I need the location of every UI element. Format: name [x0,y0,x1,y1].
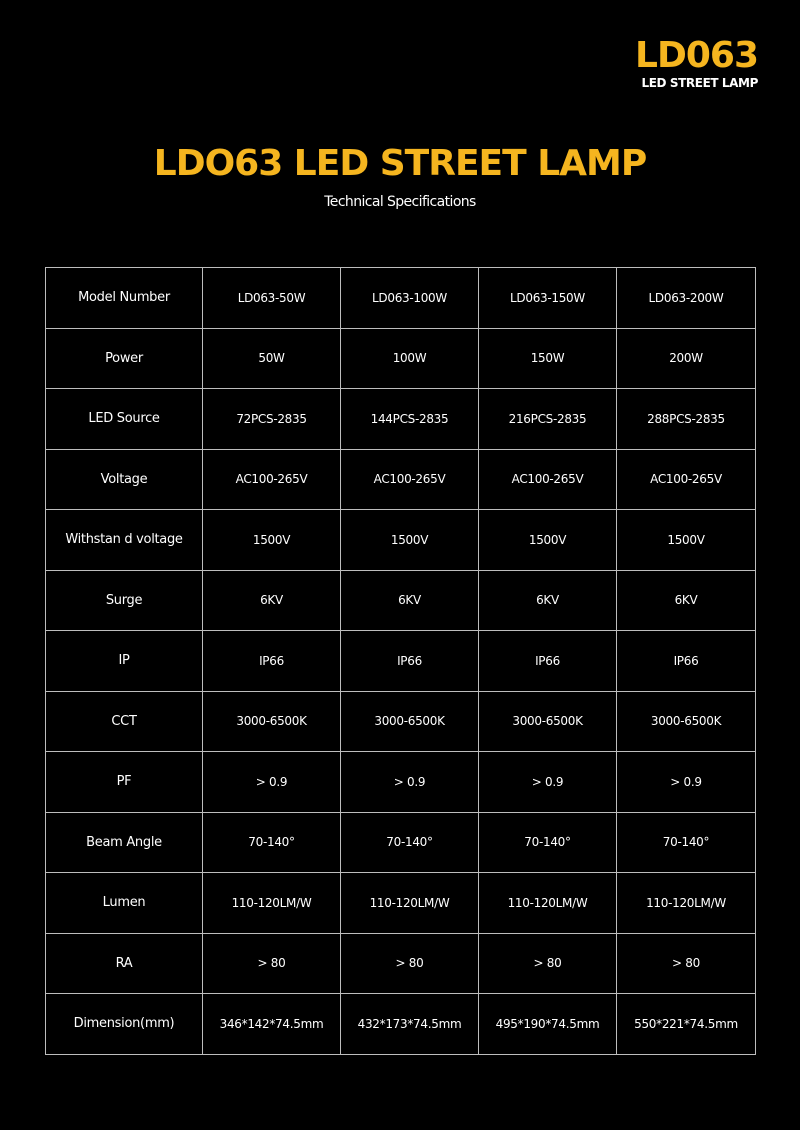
spec-value-cell: AC100-265V [479,449,617,510]
spec-label-cell: LED Source [46,389,203,450]
spec-value-cell: IP66 [617,631,756,692]
spec-value-cell: 1500V [203,510,341,571]
spec-value-cell: AC100-265V [617,449,756,510]
spec-value-cell: LD063-150W [479,268,617,329]
spec-value-cell: 72PCS-2835 [203,389,341,450]
spec-value-cell: 288PCS-2835 [617,389,756,450]
spec-value-cell: 110-120LM/W [479,873,617,934]
spec-value-cell: 346*142*74.5mm [203,994,341,1055]
spec-value-cell: 144PCS-2835 [341,389,479,450]
spec-table-body [46,268,756,1055]
table-row [46,389,756,450]
spec-value-cell: 100W [341,328,479,389]
spec-value-cell: 3000-6500K [341,691,479,752]
table-row [46,812,756,873]
spec-value-cell: AC100-265V [341,449,479,510]
spec-value-cell: 3000-6500K [479,691,617,752]
spec-label-cell: CCT [46,691,203,752]
spec-value-cell: LD063-200W [617,268,756,329]
table-row [46,449,756,510]
spec-label-cell: Dimension(mm) [46,994,203,1055]
spec-label-cell: IP [46,631,203,692]
table-row [46,570,756,631]
spec-value-cell: > 0.9 [617,752,756,813]
page-subtitle: Technical Specifications [324,194,476,210]
spec-value-cell: > 80 [341,933,479,994]
spec-label-cell: PF [46,752,203,813]
spec-value-cell: 200W [617,328,756,389]
spec-value-cell: 1500V [617,510,756,571]
spec-value-cell: > 80 [203,933,341,994]
spec-value-cell: 6KV [617,570,756,631]
brand-product-name: LED STREET LAMP [641,76,758,90]
spec-value-cell: 70-140° [617,812,756,873]
spec-value-cell: > 80 [479,933,617,994]
spec-value-cell: 70-140° [479,812,617,873]
spec-value-cell: LD063-50W [203,268,341,329]
table-row [46,268,756,329]
spec-value-cell: 1500V [479,510,617,571]
spec-label-cell: Model Number [46,268,203,329]
spec-value-cell: IP66 [341,631,479,692]
spec-value-cell: 6KV [203,570,341,631]
spec-value-cell: IP66 [203,631,341,692]
page-title: LDO63 LED STREET LAMP [153,143,647,184]
spec-value-cell: 3000-6500K [617,691,756,752]
spec-value-cell: 495*190*74.5mm [479,994,617,1055]
brand-logo [635,35,758,90]
spec-value-cell: 6KV [479,570,617,631]
spec-value-cell: > 0.9 [203,752,341,813]
spec-value-cell: 70-140° [341,812,479,873]
table-row [46,994,756,1055]
spec-label-cell: Withstan d voltage [46,510,203,571]
spec-value-cell: > 0.9 [479,752,617,813]
spec-value-cell: 110-120LM/W [203,873,341,934]
spec-value-cell: 550*221*74.5mm [617,994,756,1055]
spec-value-cell: 110-120LM/W [341,873,479,934]
spec-value-cell: 110-120LM/W [617,873,756,934]
spec-value-cell: LD063-100W [341,268,479,329]
spec-value-cell: 6KV [341,570,479,631]
spec-value-cell: AC100-265V [203,449,341,510]
spec-value-cell: > 80 [617,933,756,994]
table-row [46,631,756,692]
spec-label-cell: Surge [46,570,203,631]
spec-value-cell: IP66 [479,631,617,692]
spec-label-cell: RA [46,933,203,994]
spec-value-cell: 150W [479,328,617,389]
spec-value-cell: 432*173*74.5mm [341,994,479,1055]
brand-model-name: LD063 [635,35,758,76]
table-row [46,752,756,813]
spec-label-cell: Lumen [46,873,203,934]
table-row [46,873,756,934]
spec-label-cell: Beam Angle [46,812,203,873]
spec-label-cell: Voltage [46,449,203,510]
spec-value-cell: 1500V [341,510,479,571]
spec-value-cell: 50W [203,328,341,389]
spec-value-cell: 216PCS-2835 [479,389,617,450]
spec-label-cell: Power [46,328,203,389]
spec-table [45,267,756,1055]
table-row [46,933,756,994]
table-row [46,691,756,752]
spec-value-cell: 3000-6500K [203,691,341,752]
table-row [46,510,756,571]
table-row [46,328,756,389]
spec-value-cell: > 0.9 [341,752,479,813]
spec-value-cell: 70-140° [203,812,341,873]
